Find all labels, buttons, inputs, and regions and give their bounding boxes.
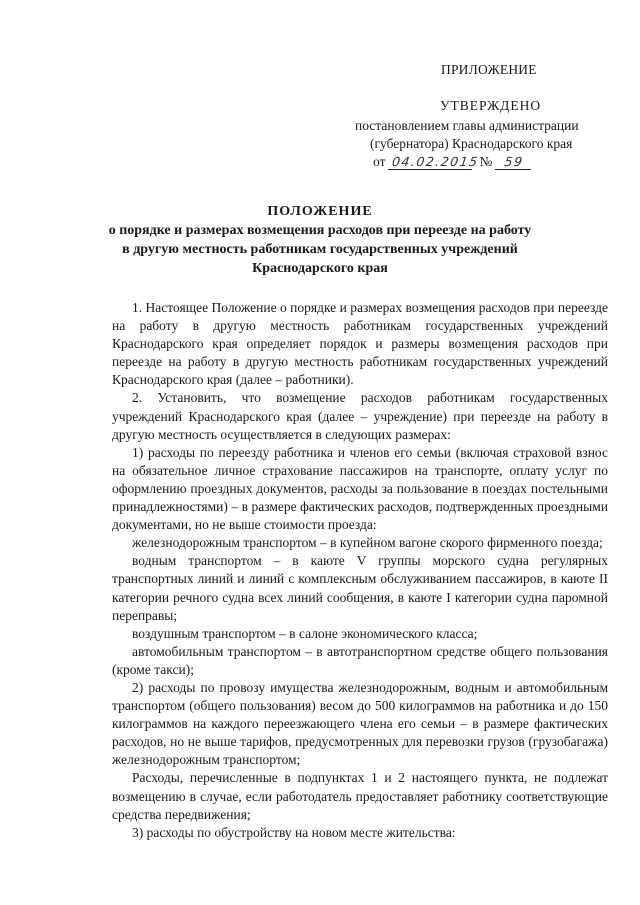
- annex-label: ПРИЛОЖЕНИЕ: [441, 62, 537, 77]
- paragraph-2-2: 2) расходы по провозу имущества железнодорожным, водным и автомобильным транспортом (общего пользования) весом до 500 килограммов на работника и до 150 килограммов на каждого переезжающего члена его семьи – в размере фактических расходов, но не выше тарифов, предусмотренных для перевозки грузов (грузобагажа) железнодорожным транспортом;: [112, 679, 608, 768]
- paragraph-2-1: 1) расходы по переезду работника и членов его семьи (включая страховой взнос на обязательное личное страхование пассажиров на транспорте, оплату услуг по оформлению проездных документов, расходы за пользование в поездах постельными принадлежностями) – в размере фактических расходов, подтвержденных проездными документами, но не выше стоимости проезда:: [112, 444, 608, 533]
- paragraph-1: 1. Настоящее Положение о порядке и размерах возмещения расходов при переезде на работу в другую местность работникам государственных учреждений Краснодарского края определяет порядок и размеры возмещения расходов при переезде на работу в другую местность работникам государственных учреждений Краснодарского края (далее – работники).: [112, 300, 608, 388]
- title-line-2: о порядке и размерах возмещения расходов при переезде на работу: [108, 223, 532, 238]
- paragraph-2: 2. Установить, что возмещение расходов работникам государственных учреждений Краснодарского края (далее – учреждение) при переезде на работу в другую местность осуществляется в следующих размерах:: [112, 390, 608, 442]
- paragraph-rail: железнодорожным транспортом – в купейном вагоне скорого фирменного поезда;: [132, 535, 603, 551]
- handwritten-date: 04.02.2015: [388, 154, 474, 170]
- approval-date-line: [373, 154, 532, 170]
- document-title: [0, 202, 640, 278]
- paragraph-auto: автомобильным транспортом – в автотранспортном средстве общего пользования (кроме такси);: [112, 643, 608, 677]
- title-line-4: Краснодарского края: [252, 261, 388, 276]
- approval-authority-line1: постановлением главы администрации: [355, 118, 579, 133]
- document-body: [112, 299, 608, 842]
- approved-label: УТВЕРЖДЕНО: [440, 98, 542, 113]
- paragraph-2-3: 3) расходы по обустройству на новом месте жительства:: [132, 824, 456, 840]
- handwritten-number: 59: [495, 154, 533, 170]
- paragraph-water: водным транспортом – в каюте V группы морского судна регулярных транспортных линий и линий с комплексным обслуживанием пассажиров, в каюте II категории речного судна всех линий сообщения, в каюте I категории судна паромной переправы;: [112, 553, 608, 623]
- paragraph-air: воздушным транспортом – в салоне экономического класса;: [132, 625, 478, 641]
- date-prefix: от: [373, 154, 386, 169]
- title-line-1: ПОЛОЖЕНИЕ: [267, 204, 373, 219]
- approval-authority-line2: (губернатора) Краснодарского края: [370, 136, 573, 151]
- title-line-3: в другую местность работникам государственных учреждений: [122, 242, 518, 257]
- number-prefix: №: [479, 154, 493, 169]
- paragraph-expenses-note: Расходы, перечисленные в подпунктах 1 и 2 настоящего пункта, не подлежат возмещению в случае, если работодатель предоставляет работнику соответствующие средства передвижения;: [112, 770, 608, 822]
